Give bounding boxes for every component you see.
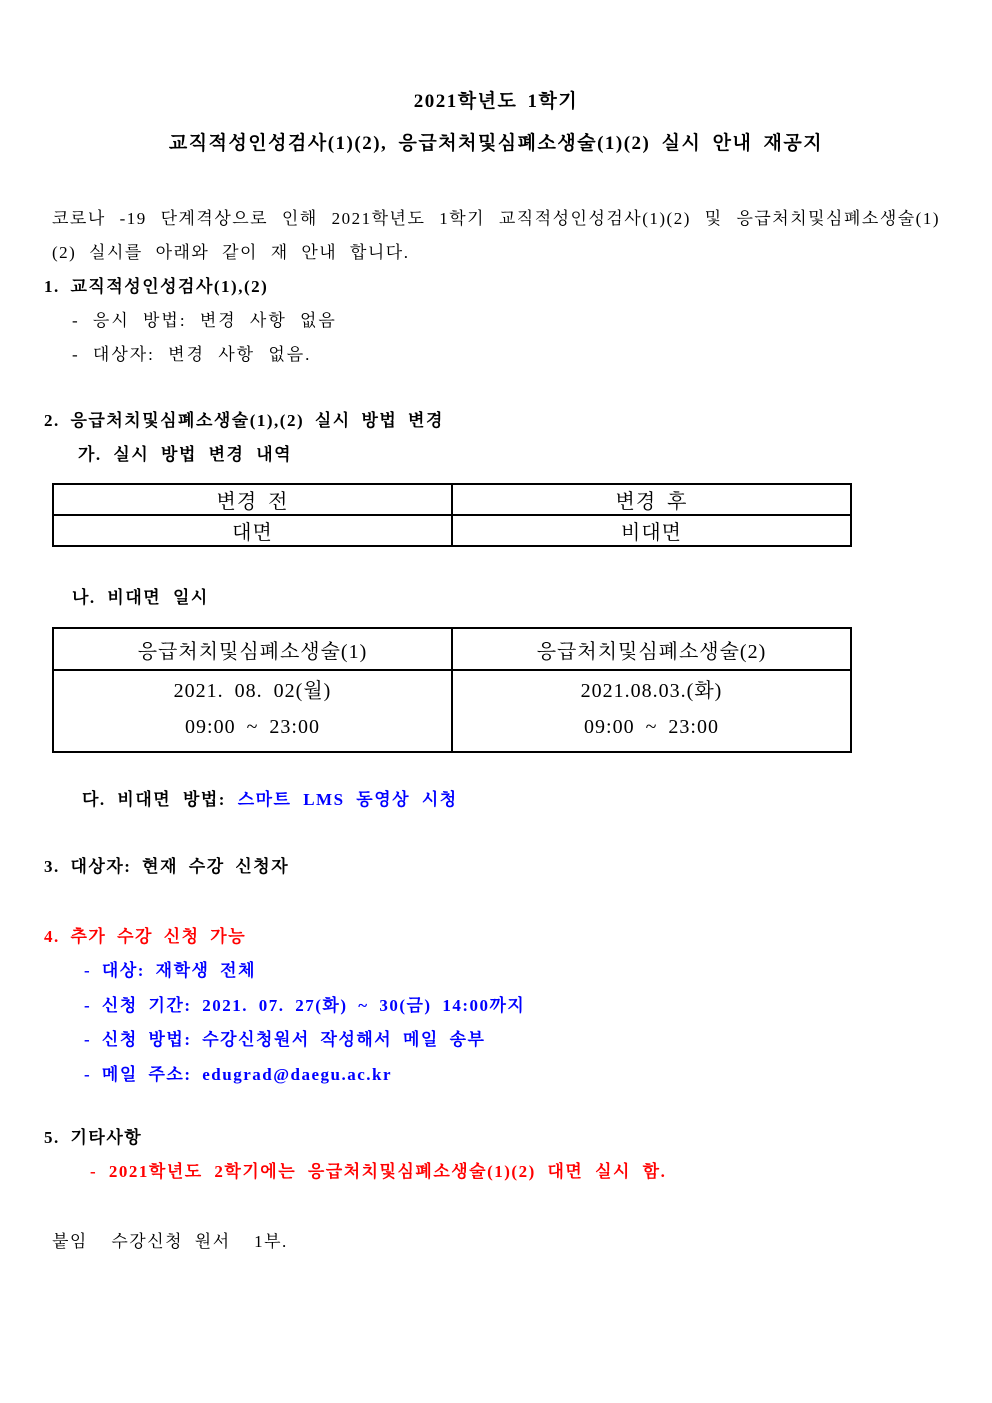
change-table-header-before: 변경 전	[53, 484, 452, 515]
schedule-table-cell-course2	[452, 670, 851, 752]
schedule-table-cell-course1	[53, 670, 452, 752]
change-table-body-row	[53, 515, 851, 546]
section1-item-target: - 대상자: 변경 사항 없음.	[72, 345, 312, 364]
section2-sub-b-heading: 나. 비대면 일시	[72, 588, 209, 607]
document-title-line1: 2021학년도 1학기	[413, 91, 579, 112]
section3-heading: 3. 대상자: 현재 수강 신청자	[44, 857, 290, 876]
section2-sub-c-value: 스마트 LMS 동영상 시청	[237, 790, 458, 809]
section1-heading: 1. 교직적성인성검사(1),(2)	[44, 277, 269, 296]
course2-date: 2021.08.03.(화)	[580, 680, 723, 702]
section4-item-method: - 신청 방법: 수강신청원서 작성해서 메일 송부	[84, 1030, 486, 1049]
section5-item-notice: - 2021학년도 2학기에는 응급처치및심폐소생술(1)(2) 대면 실시 함.	[90, 1162, 667, 1181]
change-table-header-row	[53, 484, 851, 515]
schedule-table	[52, 627, 852, 753]
attachment-note: 붙임 수강신청 원서 1부.	[52, 1232, 288, 1251]
section4-item-target: - 대상: 재학생 전체	[84, 961, 257, 980]
schedule-table-header-course2: 응급처치및심폐소생술(2)	[452, 628, 851, 670]
course2-time: 09:00 ~ 23:00	[584, 716, 719, 738]
change-table-header-after: 변경 후	[452, 484, 851, 515]
section2-sub-c-line	[82, 783, 940, 817]
schedule-table-header-row	[53, 628, 851, 670]
course1-time: 09:00 ~ 23:00	[185, 716, 320, 738]
section2-heading: 2. 응급처치및심폐소생술(1),(2) 실시 방법 변경	[44, 411, 444, 430]
section5-heading: 5. 기타사항	[44, 1128, 143, 1147]
change-table-cell-after: 비대면	[452, 515, 851, 546]
change-table-cell-before: 대면	[53, 515, 452, 546]
section4-item-email: - 메일 주소: edugrad@daegu.ac.kr	[84, 1064, 393, 1084]
section4-item-period: - 신청 기간: 2021. 07. 27(화) ~ 30(금) 14:00까지	[84, 995, 526, 1015]
section2-sub-c-label: 다. 비대면 방법:	[82, 790, 238, 809]
section4-heading: 4. 추가 수강 신청 가능	[44, 927, 247, 946]
schedule-table-header-course1: 응급처치및심폐소생술(1)	[53, 628, 452, 670]
change-table	[52, 483, 852, 547]
document-title-line2: 교직적성인성검사(1)(2), 응급처처및심폐소생술(1)(2) 실시 안내 재공지	[168, 133, 824, 154]
schedule-table-body-row	[53, 670, 851, 752]
course1-date: 2021. 08. 02(월)	[173, 680, 332, 702]
section1-item-method: - 응시 방법: 변경 사항 없음	[72, 311, 337, 330]
section2-sub-a-heading: 가. 실시 방법 변경 내역	[78, 445, 293, 464]
intro-paragraph: 코로나 -19 단계격상으로 인해 2021학년도 1학기 교직적성인성검사(1)(2) 및 응급처치및심폐소생술(1)(2) 실시를 아래와 같이 재 안내 합니다.	[52, 209, 940, 262]
